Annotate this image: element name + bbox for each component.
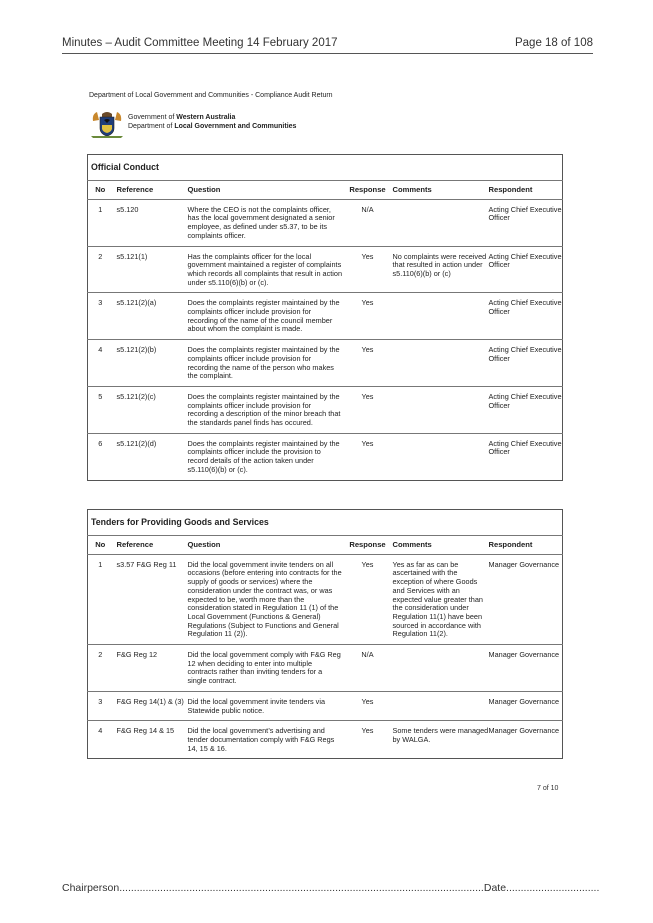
cell-comments (393, 691, 489, 720)
cell-question: Has the complaints officer for the local government maintained a register of complaints which records all complaints that result in action under s5.110(6)(b) or (c). (188, 246, 343, 293)
table-row (88, 199, 563, 246)
cell-response: N/A (343, 645, 393, 692)
cell-comments: Some tenders were managed by WALGA. (393, 721, 489, 759)
col-respondent: Respondent (489, 181, 563, 200)
table-row (88, 246, 563, 293)
col-respondent: Respondent (489, 536, 563, 555)
col-question: Question (188, 181, 343, 200)
cell-comments (393, 645, 489, 692)
cell-no: 3 (88, 691, 113, 720)
cell-respondent: Manager Governance (489, 721, 563, 759)
cell-question: Did the local government invite tenders on all occasions (before entering into contracts for the supply of goods or services) where the consideration under the contract was, or was expected to be, worth more than the consideration stated in Regulation 11 (1) of the Local Government (Functions & General) Regulations (Subject to Functions and General Regulation 11 (2)). (188, 554, 343, 644)
document-heading: Department of Local Government and Communities - Compliance Audit Return (89, 92, 333, 99)
col-response: Response (343, 181, 393, 200)
cell-reference: s5.121(2)(d) (113, 433, 188, 480)
meeting-title: Minutes – Audit Committee Meeting 14 February 2017 (62, 37, 338, 49)
cell-response: Yes (343, 293, 393, 340)
table-row (88, 386, 563, 433)
cell-comments (393, 433, 489, 480)
cell-comments: Yes as far as can be ascertained with the exception of where Goods and Services with an expected value greater than the consideration under Regulation 11(1) have been sourced in accordance with Regulation 11(2). (393, 554, 489, 644)
cell-reference: s5.121(2)(a) (113, 293, 188, 340)
table-row (88, 645, 563, 692)
table-row (88, 340, 563, 387)
cell-respondent: Manager Governance (489, 554, 563, 644)
cell-no: 4 (88, 721, 113, 759)
cell-reference: s5.120 (113, 199, 188, 246)
table-row (88, 691, 563, 720)
col-reference: Reference (113, 536, 188, 555)
cell-question: Does the complaints register maintained by the complaints officer include the provision to record details of the action taken under s5.110(6)(b) or (c). (188, 433, 343, 480)
cell-respondent: Manager Governance (489, 691, 563, 720)
cell-respondent: Acting Chief Executive Officer (489, 293, 563, 340)
col-question: Question (188, 536, 343, 555)
cell-question: Did the local government’s advertising and tender documentation comply with F&G Regs 14, 15 & 16. (188, 721, 343, 759)
department-name: Local Government and Communities (174, 123, 297, 130)
cell-no: 2 (88, 645, 113, 692)
cell-no: 6 (88, 433, 113, 480)
cell-question: Did the local government comply with F&G Reg 12 when deciding to enter into multiple contracts rather than inviting tenders for a single contract. (188, 645, 343, 692)
col-comments: Comments (393, 181, 489, 200)
government-branding: Government of Western Australia Department of Local Government and Communities (128, 114, 297, 130)
cell-comments (393, 199, 489, 246)
cell-response: Yes (343, 246, 393, 293)
cell-no: 4 (88, 340, 113, 387)
col-reference: Reference (113, 181, 188, 200)
table-row (88, 433, 563, 480)
cell-response: Yes (343, 554, 393, 644)
cell-comments: No complaints were received that resulted in action under s5.110(6)(b) or (c) (393, 246, 489, 293)
cell-respondent: Acting Chief Executive Officer (489, 386, 563, 433)
cell-respondent: Manager Governance (489, 645, 563, 692)
cell-reference: s5.121(2)(c) (113, 386, 188, 433)
tenders-table (87, 509, 563, 759)
table-row (88, 554, 563, 644)
cell-respondent: Acting Chief Executive Officer (489, 199, 563, 246)
cell-comments (393, 340, 489, 387)
cell-response: Yes (343, 691, 393, 720)
cell-reference: F&G Reg 14(1) & (3) (113, 691, 188, 720)
page-header (62, 37, 593, 54)
cell-question: Did the local government invite tenders via Statewide public notice. (188, 691, 343, 720)
column-header-row (88, 536, 563, 555)
cell-no: 1 (88, 554, 113, 644)
cell-reference: s3.57 F&G Reg 11 (113, 554, 188, 644)
cell-no: 3 (88, 293, 113, 340)
cell-respondent: Acting Chief Executive Officer (489, 340, 563, 387)
date-line: Date................................ (483, 882, 600, 894)
page-indicator: Page 18 of 108 (514, 37, 593, 49)
cell-comments (393, 386, 489, 433)
cell-response: Yes (343, 721, 393, 759)
section-title: Official Conduct (91, 162, 159, 172)
cell-question: Does the complaints register maintained by the complaints officer include provision for recording the name of the person who makes the complaint. (188, 340, 343, 387)
cell-reference: s5.121(1) (113, 246, 188, 293)
section-title: Tenders for Providing Goods and Services (91, 517, 269, 527)
cell-comments (393, 293, 489, 340)
state-name: Western Australia (176, 114, 236, 121)
cell-no: 2 (88, 246, 113, 293)
col-no: No (88, 536, 113, 555)
cell-question: Does the complaints register maintained by the complaints officer include provision for recording a description of the minor breach that the standards panel finds has occured. (188, 386, 343, 433)
col-comments: Comments (393, 536, 489, 555)
cell-response: Yes (343, 340, 393, 387)
chairperson-signature-line: Chairperson............................................................................................................................. (62, 882, 484, 894)
cell-response: Yes (343, 386, 393, 433)
table-row (88, 293, 563, 340)
form-page-number: 7 of 10 (537, 785, 559, 792)
table-row (88, 721, 563, 759)
cell-no: 5 (88, 386, 113, 433)
cell-response: Yes (343, 433, 393, 480)
col-no: No (88, 181, 113, 200)
column-header-row (88, 181, 563, 200)
cell-response: N/A (343, 199, 393, 246)
cell-reference: F&G Reg 14 & 15 (113, 721, 188, 759)
signature-footer (62, 882, 599, 894)
coat-of-arms-icon (90, 109, 124, 139)
official-conduct-table (87, 154, 563, 481)
cell-respondent: Acting Chief Executive Officer (489, 246, 563, 293)
cell-question: Where the CEO is not the complaints officer, has the local government designated a senior employee, as defined under s5.37, to be its complaints officer. (188, 199, 343, 246)
cell-question: Does the complaints register maintained by the complaints officer include provision for recording of the name of the council member about whom the complaint is made. (188, 293, 343, 340)
cell-no: 1 (88, 199, 113, 246)
cell-reference: F&G Reg 12 (113, 645, 188, 692)
cell-reference: s5.121(2)(b) (113, 340, 188, 387)
cell-respondent: Acting Chief Executive Officer (489, 433, 563, 480)
col-response: Response (343, 536, 393, 555)
